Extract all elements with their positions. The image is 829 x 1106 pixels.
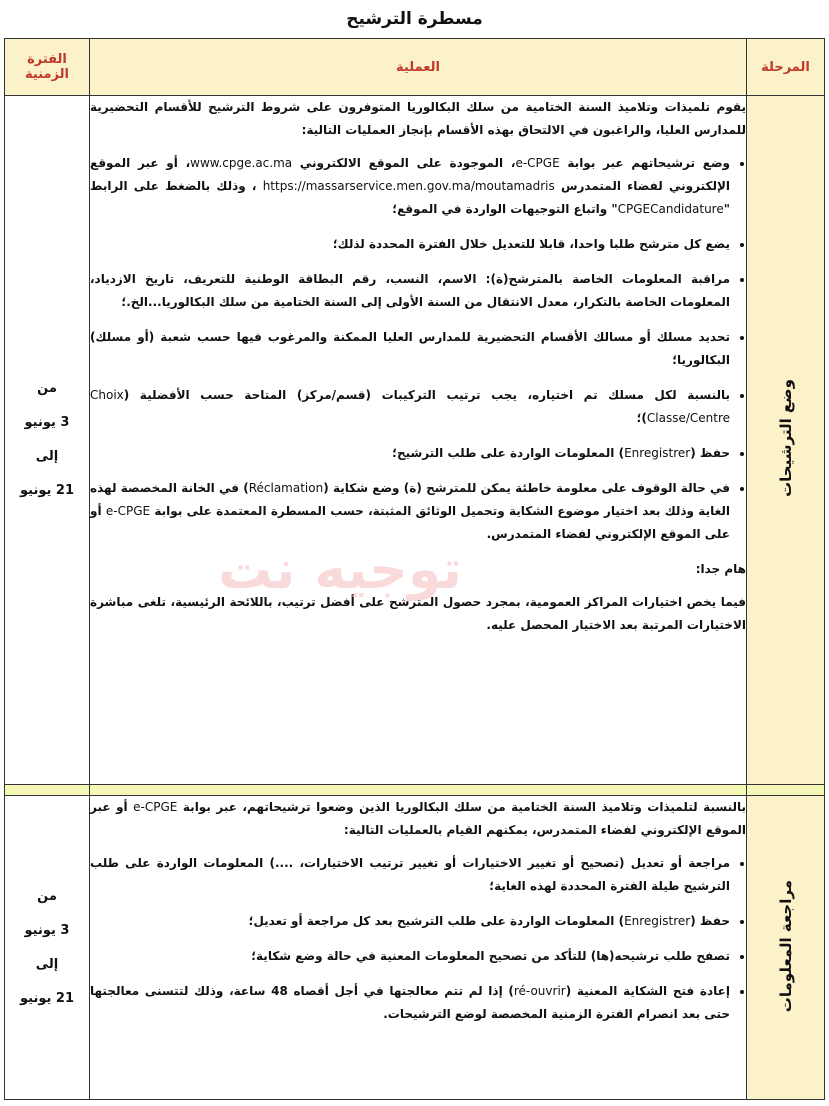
massar-website-link[interactable]: https://massarservice.men.gov.ma/moutamadris — [262, 179, 555, 193]
phase2-intro: بالنسبة لتلميذات وتلاميذ السنة الختامية من سلك البكالوريا الذين وضعوا ترشيحاتهم، عبر بوابة e-CPGE أو عبر الموقع الإلكتروني لفضاء المتمدرس، يمكنهم القيام بالعمليات التالية: — [90, 800, 746, 838]
important-text: فيما يخص اختيارات المراكز العمومية، بمجرد حصول المترشح على أفضل ترتيب، باللائحة الرئيسية، تلغى مباشرة الاختيارات المرتبة بعد الاختيار المحصل عليه. — [90, 595, 746, 632]
stage-label-phase1: وضع الترشيحات — [776, 379, 795, 498]
list-item: • تصفح طلب ترشيحه(ها) للتأكد من تصحيح المعلومات المعنية في حالة وضع شكاية؛ — [90, 945, 730, 968]
period-cell-phase1 — [5, 96, 90, 785]
list-item: • مراقبة المعلومات الخاصة بالمترشح(ة): الاسم، النسب، رقم البطاقة الوطنية للتعريف، تاريخ الازدياد، المعلومات الخاصة بالتكرار، معدل الانتقال من السنة الأولى إلى السنة الختامية من سلك البكالوريا...الخ.؛ — [90, 268, 730, 314]
list-item: • بالنسبة لكل مسلك تم اختياره، يجب ترتيب التركيبات (قسم/مركز) المتاحة حسب الأفضلية (Choix Classe/Centre)؛ — [90, 384, 730, 430]
list-item: • وضع ترشيحاتهم عبر بوابة e-CPGE، الموجودة على الموقع الالكتروني www.cpge.ac.ma، أو عبر الموقع الإلكتروني لفضاء المتمدرس https://massarservice.men.gov.ma/moutamadris ، وذلك بالضغط على الرابط "CPGECandidature" واتباع التوجيهات الواردة في الموقع؛ — [90, 152, 730, 221]
operations-cell-phase2 — [90, 796, 747, 1100]
header-operation: العملية — [90, 39, 747, 96]
list-item: • حفظ (Enregistrer) المعلومات الواردة على طلب الترشيح؛ — [90, 442, 730, 465]
phase1-intro: يقوم تلميذات وتلاميذ السنة الختامية من سلك البكالوريا المتوفرون على شروط الترشيح للأقسام التحضيرية للمدارس العليا، والراغبون في الالتحاق بهذه الأقسام بإنجاز العمليات التالية: — [90, 100, 746, 137]
separator-row — [5, 785, 825, 796]
period-to: إلى — [35, 449, 59, 465]
period-start-date: 3 يونيو — [24, 415, 70, 431]
page-title: مسطرة الترشيح — [346, 9, 483, 29]
procedure-table — [4, 38, 825, 1100]
phase2-list — [90, 852, 746, 1026]
phase1-list — [90, 152, 746, 546]
period-end-date: 21 يونيو — [20, 990, 74, 1006]
list-item: • مراجعة أو تعديل (تصحيح أو تغيير الاختيارات أو تغيير ترتيب الاختيارات، ....) المعلومات الواردة على طلب الترشيح طيلة الفترة المحددة لهذه الغاية؛ — [90, 852, 730, 898]
list-item: • في حالة الوقوف على معلومة خاطئة يمكن للمترشح (ة) وضع شكاية (Réclamation) في الخانة المخصصة لهذه الغاية وذلك بعد اختيار موضوع الشكاية وتحميل الوثائق المثبتة، حسب المسطرة المعتمدة على بوابة e-CPGE أو على الموقع الإلكتروني لفضاء المتمدرس. — [90, 477, 730, 546]
period-to: إلى — [35, 956, 59, 972]
table-header-row — [5, 39, 825, 96]
list-item: • يضع كل مترشح طلبا واحدا، قابلا للتعديل خلال الفترة المحددة لذلك؛ — [90, 233, 730, 256]
period-from: من — [37, 888, 57, 904]
list-item: • حفظ (Enregistrer) المعلومات الواردة على طلب الترشيح بعد كل مراجعة أو تعديل؛ — [90, 910, 730, 933]
list-item: • تحديد مسلك أو مسالك الأقسام التحضيرية للمدارس العليا الممكنة والمرغوب فيها حسب شعبة (أو مسلك) البكالوريا؛ — [90, 326, 730, 372]
watermark: توجيه نت — [217, 538, 463, 601]
header-stage: المرحلة — [747, 39, 825, 96]
table-row-phase1 — [5, 96, 825, 785]
period-from: من — [37, 381, 57, 397]
operations-cell-phase1 — [90, 96, 747, 785]
stage-cell-phase1 — [747, 96, 825, 785]
table-row-phase2 — [5, 796, 825, 1100]
period-cell-phase2 — [5, 796, 90, 1100]
important-label: هام جدا: — [695, 562, 746, 576]
stage-cell-phase2 — [747, 796, 825, 1100]
period-end-date: 21 يونيو — [20, 483, 74, 499]
stage-label-phase2: مراجعة المعلومات — [776, 879, 795, 1012]
period-start-date: 3 يونيو — [24, 922, 70, 938]
cpge-website-link[interactable]: www.cpge.ac.ma — [190, 156, 293, 170]
header-period: الفترة الزمنية — [5, 39, 90, 96]
list-item: • إعادة فتح الشكاية المعنية (ré-ouvrir) إذا لم تتم معالجتها في أجل أقصاه 48 ساعة، وذلك لتتسنى معالجتها حتى بعد انصرام الفترة الزمنية المخصصة لوضع الترشيحات. — [90, 980, 730, 1026]
